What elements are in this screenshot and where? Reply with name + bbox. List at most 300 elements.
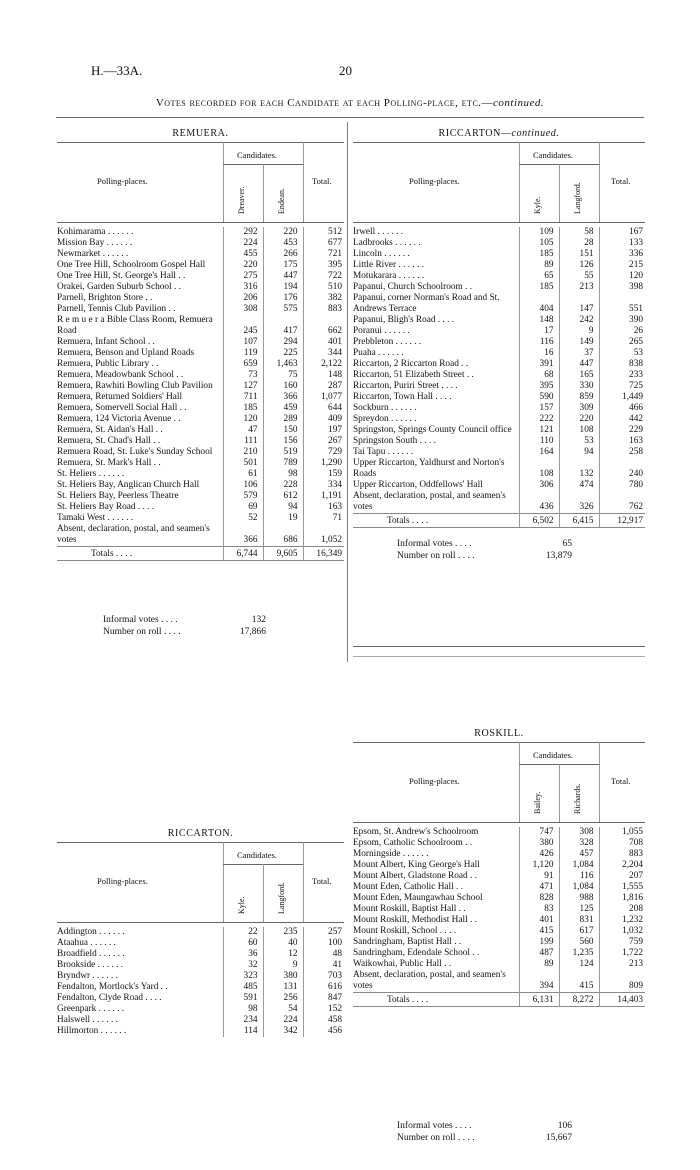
polling-place: Waikowhai, Public Hall . . (353, 959, 452, 969)
candidate-2-votes: 98 (263, 469, 303, 480)
riccarton-continued-section (353, 128, 645, 588)
candidate-1-votes: 16 (519, 348, 559, 359)
table-row (353, 893, 645, 904)
polling-place: Remuera, Meadowbank School . . (57, 370, 184, 380)
table-row (57, 971, 344, 982)
candidate-2-votes: 12 (263, 949, 303, 960)
riccarton-col-candidates: Candidates. (237, 850, 277, 860)
candidate-1-votes: 110 (519, 436, 559, 447)
roskill-header-bottom-rule (353, 822, 645, 823)
polling-place: Sandringham, Baptist Hall . . (353, 937, 462, 947)
remuera-informal-label: Informal votes . . . . (103, 615, 178, 625)
polling-place: Springston, Springs County Council office (353, 425, 512, 435)
candidate-2-votes: 220 (559, 414, 599, 425)
table-row (57, 414, 344, 425)
riccarton-continued-col-total: Total. (611, 176, 631, 186)
table-row (57, 502, 344, 513)
candidate-1-votes: 114 (223, 1026, 263, 1037)
riccarton-header-divider-3 (303, 842, 304, 922)
candidate-1-votes: 120 (223, 414, 263, 425)
table-row (353, 348, 645, 359)
candidate-2-votes: 256 (263, 993, 303, 1004)
table-row (353, 293, 645, 315)
candidate-2-votes: 165 (559, 370, 599, 381)
candidate-1-votes: 366 (223, 524, 263, 547)
table-row (353, 838, 645, 849)
candidate-1-votes: 308 (223, 304, 263, 315)
polling-place: Absent, declaration, postal, and seamen's votes (353, 970, 506, 991)
polling-place: Parnell, Tennis Club Pavilion . . (57, 304, 176, 314)
riccarton-continued-number-on-roll (397, 550, 572, 562)
remuera-section (57, 128, 344, 648)
table-row (353, 970, 645, 993)
riccarton-continued-table (353, 227, 645, 528)
table-row (353, 948, 645, 959)
candidate-1-votes: 68 (519, 370, 559, 381)
remuera-header-bottom-rule (57, 222, 344, 223)
table-row (57, 938, 344, 949)
riccarton-continued-roll-value: 13,879 (545, 551, 572, 561)
table-row (353, 403, 645, 414)
candidate-2-votes: 228 (263, 480, 303, 491)
table-row (57, 458, 344, 469)
riccarton-continued-col-candidates: Candidates. (533, 150, 573, 160)
total-votes: 267 (303, 436, 344, 447)
polling-place: Prebbleton . . . . . . (353, 337, 422, 347)
polling-place: Remuera, St. Aidan's Hall . . (57, 425, 163, 435)
total-votes: 287 (303, 381, 344, 392)
total-votes: 395 (303, 260, 344, 271)
total-votes: 197 (303, 425, 344, 436)
total-votes: 725 (599, 381, 645, 392)
total-votes: 1,077 (303, 392, 344, 403)
candidate-1-votes: 106 (223, 480, 263, 491)
candidate-2-votes: 147 (559, 293, 599, 315)
table-row (353, 271, 645, 282)
candidate-1-votes: 91 (519, 871, 559, 882)
total-votes: 48 (303, 949, 344, 960)
remuera-header-divider-2 (263, 164, 264, 222)
candidate-1-votes: 36 (223, 949, 263, 960)
polling-place: Lincoln . . . . . . (353, 249, 410, 259)
total-votes: 334 (303, 480, 344, 491)
candidate-2-votes: 9 (559, 326, 599, 337)
riccarton-continued-title-text: RICCARTON— (438, 128, 512, 139)
table-row (57, 238, 344, 249)
total-votes: 551 (599, 293, 645, 315)
riccarton-continued-roll-label: Number on roll . . . . (397, 551, 475, 561)
riccarton-section (57, 828, 344, 1138)
polling-place: Remuera, St. Chad's Hall . . (57, 436, 161, 446)
total-votes: 1,555 (599, 882, 645, 893)
candidate-2-votes: 380 (263, 971, 303, 982)
total-votes: 644 (303, 403, 344, 414)
candidate-1-votes: 52 (223, 513, 263, 524)
total-votes: 240 (599, 458, 645, 480)
table-row (57, 392, 344, 403)
candidate-2-votes: 447 (559, 359, 599, 370)
candidate-1-votes: 485 (223, 982, 263, 993)
table-row (353, 882, 645, 893)
candidate-1-votes: 471 (519, 882, 559, 893)
total-votes: 133 (599, 238, 645, 249)
roskill-table (353, 827, 645, 1007)
candidate-2-votes: 37 (559, 348, 599, 359)
page-title-continued: continued. (493, 97, 545, 109)
candidate-2-votes: 366 (263, 392, 303, 403)
polling-place: Epsom, Catholic Schoolroom . . (353, 838, 473, 848)
remuera-title: REMUERA. (172, 128, 229, 139)
polling-place: One Tree Hill, St. George's Hall . . (57, 271, 186, 281)
table-row (353, 315, 645, 326)
remuera-roll-label: Number on roll . . . . (103, 627, 181, 637)
candidate-1-votes: 391 (519, 359, 559, 370)
total-votes: 759 (599, 937, 645, 948)
polling-place: Absent, declaration, postal, and seamen's votes (353, 491, 506, 512)
candidate-2-total: 8,272 (559, 993, 599, 1007)
remuera-col-total: Total. (312, 176, 332, 186)
polling-place: St. Heliers Bay Road . . . . (57, 502, 155, 512)
riccarton-continued-candidate-1: Kyle. (533, 196, 542, 214)
total-votes: 1,816 (599, 893, 645, 904)
polling-place: Mount Eden, Catholic Hall . . (353, 882, 463, 892)
remuera-candidate-1: Dreaver. (237, 186, 246, 214)
polling-place: Riccarton, 2 Riccarton Road . . (353, 359, 469, 369)
candidate-2-votes: 151 (559, 249, 599, 260)
candidate-1-votes: 116 (519, 337, 559, 348)
total-votes: 41 (303, 960, 344, 971)
candidate-2-votes: 326 (559, 491, 599, 514)
table-row (353, 260, 645, 271)
total-votes: 458 (303, 1015, 344, 1026)
polling-place: Ataahua . . . . . . (57, 938, 116, 948)
candidate-1-votes: 828 (519, 893, 559, 904)
candidate-1-votes: 415 (519, 926, 559, 937)
candidate-1-votes: 1,120 (519, 860, 559, 871)
candidate-1-votes: 73 (223, 370, 263, 381)
riccarton-candidate-1: Kyle. (237, 896, 246, 914)
candidate-1-votes: 711 (223, 392, 263, 403)
candidate-2-votes: 235 (263, 927, 303, 938)
roskill-col-total: Total. (611, 776, 631, 786)
candidate-2-votes: 988 (559, 893, 599, 904)
candidate-1-votes: 455 (223, 249, 263, 260)
candidate-1-votes: 185 (519, 282, 559, 293)
candidate-2-votes: 459 (263, 403, 303, 414)
candidate-1-votes: 206 (223, 293, 263, 304)
table-row (353, 959, 645, 970)
polling-place: Remuera, 124 Victoria Avenue . . (57, 414, 181, 424)
candidate-1-votes: 105 (519, 238, 559, 249)
roskill-candidate-1: Bailey. (533, 791, 542, 814)
total-votes: 159 (303, 469, 344, 480)
candidate-2-votes: 156 (263, 436, 303, 447)
table-row (57, 513, 344, 524)
candidate-1-votes: 61 (223, 469, 263, 480)
polling-place: Broadfield . . . . . . (57, 949, 125, 959)
remuera-col-places: Polling-places. (97, 176, 148, 186)
total-votes: 148 (303, 370, 344, 381)
polling-place: St. Heliers Bay, Anglican Church Hall (57, 480, 200, 490)
polling-place: One Tree Hill, Schoolroom Gospel Hall (57, 260, 206, 270)
polling-place: Tai Tapu . . . . . . (353, 447, 414, 457)
candidate-2-votes: 789 (263, 458, 303, 469)
roskill-table-header (353, 742, 645, 822)
riccarton-header-divider-2 (263, 864, 264, 922)
candidate-1-votes: 69 (223, 502, 263, 513)
riccarton-continued-table-header (353, 142, 645, 222)
candidate-1-votes: 89 (519, 260, 559, 271)
candidate-2-votes: 686 (263, 524, 303, 547)
table-row (57, 227, 344, 238)
candidate-2-votes: 859 (559, 392, 599, 403)
total-votes: 677 (303, 238, 344, 249)
candidate-2-votes: 328 (559, 838, 599, 849)
roskill-header-divider-1 (519, 742, 520, 822)
candidate-2-votes: 126 (559, 260, 599, 271)
polling-place: Puaha . . . . . . (353, 348, 404, 358)
total-votes: 708 (599, 838, 645, 849)
polling-place: Spreydon . . . . . . (353, 414, 417, 424)
candidate-1-votes: 83 (519, 904, 559, 915)
candidate-2-votes: 612 (263, 491, 303, 502)
candidate-1-votes: 22 (223, 927, 263, 938)
polling-place: Sockburn . . . . . . (353, 403, 417, 413)
polling-place: Mount Albert, King George's Hall (353, 860, 480, 870)
total-votes: 213 (599, 959, 645, 970)
candidate-2-votes: 1,084 (559, 860, 599, 871)
total-votes: 1,052 (303, 524, 344, 547)
polling-place: Poranui . . . . . . (353, 326, 410, 336)
polling-place: Remuera, Rawhiti Bowling Club Pavilion (57, 381, 213, 391)
polling-place: Remuera, St. Mark's Hall . . (57, 458, 161, 468)
remuera-header-divider-1 (223, 142, 224, 222)
candidate-2-votes: 213 (559, 282, 599, 293)
roskill-informal-value: 106 (557, 1121, 572, 1131)
candidate-2-votes: 415 (559, 970, 599, 993)
table-row (353, 227, 645, 238)
candidate-2-votes: 1,084 (559, 882, 599, 893)
candidate-2-votes: 176 (263, 293, 303, 304)
candidate-2-votes: 294 (263, 337, 303, 348)
roskill-roll-value: 15,667 (545, 1133, 572, 1143)
roskill-section (353, 728, 645, 1143)
polling-place: St. Heliers . . . . . . (57, 469, 125, 479)
polling-place: Newmarket . . . . . . (57, 249, 129, 259)
totals-label: Totals . . . . (57, 547, 223, 561)
remuera-number-on-roll (103, 626, 266, 638)
polling-place: Tamaki West . . . . . . (57, 513, 134, 523)
total-votes: 883 (303, 304, 344, 315)
table-row (57, 403, 344, 414)
total-votes: 838 (599, 359, 645, 370)
total-votes: 703 (303, 971, 344, 982)
total-votes: 207 (599, 871, 645, 882)
table-row (57, 927, 344, 938)
polling-place: Riccarton, Town Hall . . . . (353, 392, 452, 402)
candidate-1-votes: 220 (223, 260, 263, 271)
total-votes: 390 (599, 315, 645, 326)
candidate-2-votes: 160 (263, 381, 303, 392)
table-row (353, 359, 645, 370)
table-row (353, 447, 645, 458)
candidate-1-votes: 17 (519, 326, 559, 337)
total-votes: 466 (599, 403, 645, 414)
candidate-2-votes: 116 (559, 871, 599, 882)
total-votes: 258 (599, 447, 645, 458)
polling-place: Fendalton, Mortlock's Yard . . (57, 982, 168, 992)
table-row (57, 982, 344, 993)
candidate-2-votes: 330 (559, 381, 599, 392)
total-votes: 456 (303, 1026, 344, 1037)
roskill-candidate-2: Richards. (573, 783, 582, 814)
polling-place: Hillmorton . . . . . . (57, 1026, 127, 1036)
roskill-title: ROSKILL. (474, 728, 524, 739)
candidate-2-votes: 1,463 (263, 359, 303, 370)
polling-place: Remuera Road, St. Luke's Sunday School (57, 447, 213, 457)
table-row (57, 249, 344, 260)
remuera-table-header (57, 142, 344, 222)
totals-row (353, 993, 645, 1007)
candidate-2-votes: 560 (559, 937, 599, 948)
table-row (57, 993, 344, 1004)
candidate-2-votes: 220 (263, 227, 303, 238)
remuera-table (57, 227, 344, 561)
table-row (353, 915, 645, 926)
candidate-1-votes: 487 (519, 948, 559, 959)
riccarton-header-bottom-rule (57, 922, 344, 923)
riccarton-col-total: Total. (312, 876, 332, 886)
total-votes: 336 (599, 249, 645, 260)
roskill-header-divider-2 (559, 764, 560, 822)
total-votes: 163 (599, 436, 645, 447)
candidate-2-votes: 266 (263, 249, 303, 260)
polling-place: R e m u e r a Bible Class Room, Remuera Road (57, 315, 213, 336)
candidate-1-votes: 275 (223, 271, 263, 282)
total-votes: 2,204 (599, 860, 645, 871)
polling-place: Motukarara . . . . . . (353, 271, 425, 281)
total-votes: 442 (599, 414, 645, 425)
candidate-1-votes: 185 (519, 249, 559, 260)
polling-place: Remuera, Returned Soldiers' Hall (57, 392, 183, 402)
polling-place: Papanui, Bligh's Road . . . . (353, 315, 455, 325)
table-row (353, 480, 645, 491)
table-row (353, 871, 645, 882)
total-votes: 1,055 (599, 827, 645, 838)
candidate-2-votes: 225 (263, 348, 303, 359)
candidate-2-votes: 19 (263, 513, 303, 524)
right-section-divider-2 (353, 656, 645, 657)
candidate-2-votes: 58 (559, 227, 599, 238)
polling-place: Epsom, St. Andrew's Schoolroom (353, 827, 479, 837)
candidate-2-votes: 575 (263, 304, 303, 315)
candidate-2-votes: 131 (263, 982, 303, 993)
table-row (353, 370, 645, 381)
table-row (57, 1004, 344, 1015)
candidate-1-votes: 157 (519, 403, 559, 414)
total-votes: 382 (303, 293, 344, 304)
table-row (57, 436, 344, 447)
candidate-1-votes: 590 (519, 392, 559, 403)
candidate-2-votes: 447 (263, 271, 303, 282)
polling-place: Mount Roskill, School . . . . (353, 926, 457, 936)
polling-place: Morningside . . . . . . (353, 849, 429, 859)
candidate-2-total: 6,415 (559, 514, 599, 528)
roskill-col-places: Polling-places. (409, 776, 460, 786)
total-votes: 662 (303, 315, 344, 337)
grand-total: 12,917 (599, 514, 645, 528)
candidate-1-votes: 404 (519, 293, 559, 315)
candidate-1-votes: 316 (223, 282, 263, 293)
candidate-1-votes: 323 (223, 971, 263, 982)
candidate-1-votes: 224 (223, 238, 263, 249)
candidate-1-votes: 127 (223, 381, 263, 392)
candidate-1-votes: 395 (519, 381, 559, 392)
remuera-col-candidates: Candidates. (237, 150, 277, 160)
riccarton-continued-title-cont: continued. (511, 128, 560, 139)
table-row (57, 260, 344, 271)
candidate-1-votes: 89 (519, 959, 559, 970)
table-row (57, 425, 344, 436)
remuera-informal-value: 132 (251, 615, 266, 625)
candidate-2-votes: 831 (559, 915, 599, 926)
totals-row (57, 547, 344, 561)
candidate-1-votes: 109 (519, 227, 559, 238)
candidate-1-votes: 111 (223, 436, 263, 447)
total-votes: 71 (303, 513, 344, 524)
roskill-informal-label: Informal votes . . . . (397, 1121, 472, 1131)
candidate-2-votes: 1,235 (559, 948, 599, 959)
table-row (353, 337, 645, 348)
candidate-2-votes: 194 (263, 282, 303, 293)
polling-place: Papanui, corner Norman's Road and St. Andrews Terrace (353, 293, 500, 314)
table-row (353, 238, 645, 249)
candidate-1-votes: 747 (519, 827, 559, 838)
polling-place: Mount Roskill, Methodist Hall . . (353, 915, 477, 925)
polling-place: Fendalton, Clyde Road . . . . (57, 993, 162, 1003)
polling-place: Remuera, Benson and Upland Roads (57, 348, 195, 358)
candidate-1-votes: 394 (519, 970, 559, 993)
roskill-informal-votes (397, 1120, 572, 1132)
candidate-1-votes: 164 (519, 447, 559, 458)
total-votes: 1,449 (599, 392, 645, 403)
table-row (353, 425, 645, 436)
candidate-1-votes: 501 (223, 458, 263, 469)
grand-total: 14,403 (599, 993, 645, 1007)
polling-place: Upper Riccarton, Oddfellows' Hall (353, 480, 483, 490)
table-row (57, 370, 344, 381)
remuera-roll-value: 17,866 (239, 627, 266, 637)
table-row (353, 849, 645, 860)
total-votes: 1,232 (599, 915, 645, 926)
remuera-header-divider-3 (303, 142, 304, 222)
candidate-2-votes: 474 (559, 480, 599, 491)
page-title-text: Votes recorded for each Candidate at each Polling-place, etc.— (155, 97, 494, 109)
table-row (57, 491, 344, 502)
candidate-1-votes: 292 (223, 227, 263, 238)
riccarton-col-places: Polling-places. (97, 876, 148, 886)
table-row (353, 904, 645, 915)
table-row (57, 447, 344, 458)
total-votes: 1,722 (599, 948, 645, 959)
candidate-1-votes: 222 (519, 414, 559, 425)
riccarton-continued-informal-votes (397, 538, 572, 550)
table-row (353, 326, 645, 337)
total-votes: 721 (303, 249, 344, 260)
table-row (57, 381, 344, 392)
table-row (57, 282, 344, 293)
polling-place: Remuera, Infant School . . (57, 337, 155, 347)
